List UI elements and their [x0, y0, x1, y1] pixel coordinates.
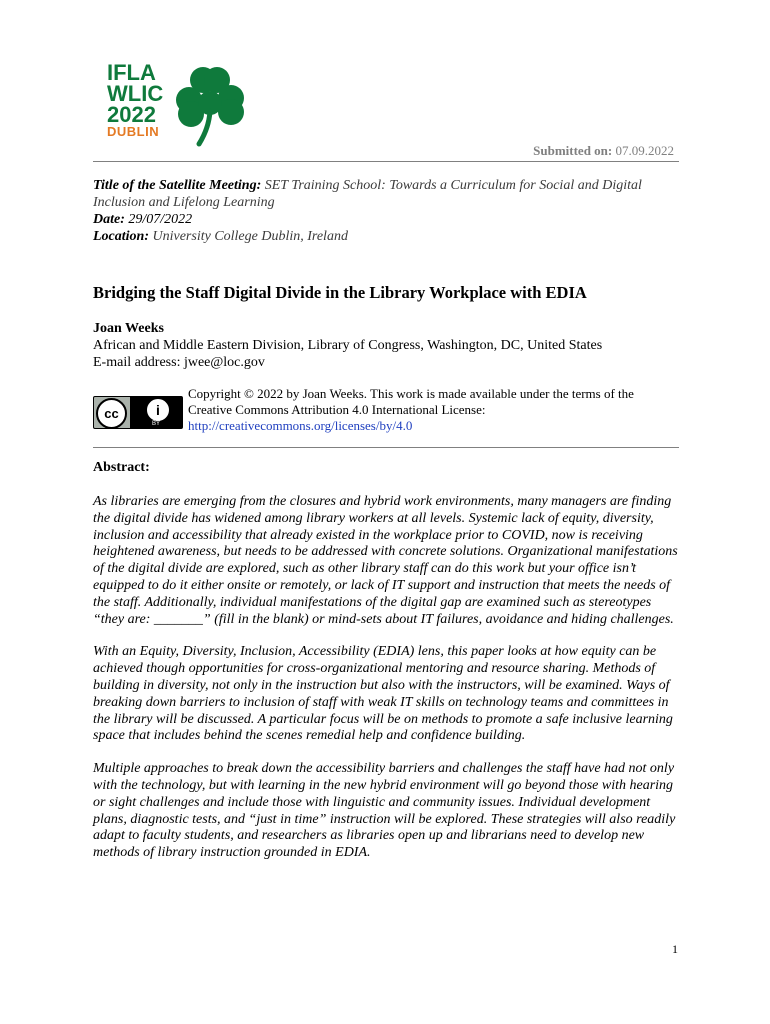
meeting-location-label: Location: [93, 229, 149, 244]
by-label: BY [151, 421, 160, 427]
submitted-date-value: 07.09.2022 [615, 143, 674, 158]
meeting-title-value: SET Training School: Towards a Curriculum for Social and Digital Inclusion and Lifelong Learning [93, 178, 642, 210]
abstract-paragraph: With an Equity, Diversity, Inclusion, Accessibility (EDIA) lens, this paper looks at how equity can be achieved though opportunities for cross-organizational mentoring and resource sharing. Methods of building in diversity, not only in the instruction but also with the instructors, will be examined. Ways of breaking down barriers to inclusion of staff with weak IT skills on technology teams and committees in the library will be discussed. A particular focus will be on methods to promote a safe inclusive learning space that includes behind the scenes remedial help and confidence building. [93, 644, 673, 744]
page-number: 1 [672, 942, 678, 956]
logo-wordmark [107, 62, 163, 139]
meeting-location-value: University College Dublin, Ireland [152, 229, 348, 244]
copyright-text: Copyright © 2022 by Joan Weeks. This work is made available under the terms of the Creative Commons Attribution 4.0 International License: [188, 386, 634, 417]
shamrock-icon [169, 66, 259, 148]
author-email[interactable]: E-mail address: jwee@loc.gov [93, 355, 265, 370]
meeting-title-label: Title of the Satellite Meeting: [93, 178, 262, 193]
abstract-heading: Abstract: [93, 460, 150, 475]
attribution-icon: i [147, 399, 169, 421]
license-divider [93, 447, 679, 448]
abstract-paragraph: As libraries are emerging from the closures and hybrid work environments, many managers are finding the digital divide has widened among library workers at all levels. Systemic lack of equity, diversity, inclusion and accessibility that already existed in the workplace prior to COVID, now is receiving heightened awareness, but needs to be addressed with concrete solutions. Organizational manifestations of the digital divide are explored, such as other library staff can do this work but your office isn’t equipped to do it either onsite or remotely, or lack of IT support and instruction that meets the needs of the staff. Additionally, individual manifestations of the digital gap are examined such as stereotypes “they are: _______” (fill in the blank) or mind-sets about IT failures, avoidance and hiding challenges. [93, 494, 678, 627]
paper-title: Bridging the Staff Digital Divide in the Library Workplace with EDIA [93, 283, 587, 302]
logo-line-ifla: IFLA [107, 60, 156, 85]
author-name: Joan Weeks [93, 321, 164, 336]
logo-line-year: 2022 [107, 102, 156, 127]
meeting-date-label: Date: [93, 212, 125, 227]
cc-by-license-badge[interactable] [93, 396, 183, 429]
logo-line-wlic: WLIC [107, 81, 164, 106]
ifla-wlic-2022-logo [107, 62, 257, 148]
by-panel [130, 397, 182, 428]
copyright-notice [188, 386, 668, 434]
header-divider [93, 161, 679, 162]
meeting-info [93, 177, 678, 245]
logo-line-dublin: DUBLIN [107, 124, 160, 139]
meeting-date-value: 29/07/2022 [128, 212, 193, 227]
submitted-label: Submitted on: [533, 143, 613, 158]
submission-date [533, 143, 674, 159]
author-block [93, 320, 683, 371]
abstract-body [93, 494, 683, 878]
abstract-paragraph: Multiple approaches to break down the accessibility barriers and challenges the staff have had not only with the technology, but with learning in the new hybrid environment will go beyond those with hearing or sight challenges and include those with linguistic and community issues. Individual development plans, diagnostic tests, and “just in time” instruction will be explored. These strategies will also readily adapt to faculty students, and researchers as libraries open up and librarians need to develop new methods of library instruction grounded in EDIA. [93, 761, 676, 861]
cc-icon: cc [96, 398, 127, 429]
license-link[interactable]: http://creativecommons.org/licenses/by/4.0 [188, 418, 413, 433]
author-affiliation: African and Middle Eastern Division, Library of Congress, Washington, DC, United States [93, 338, 603, 353]
